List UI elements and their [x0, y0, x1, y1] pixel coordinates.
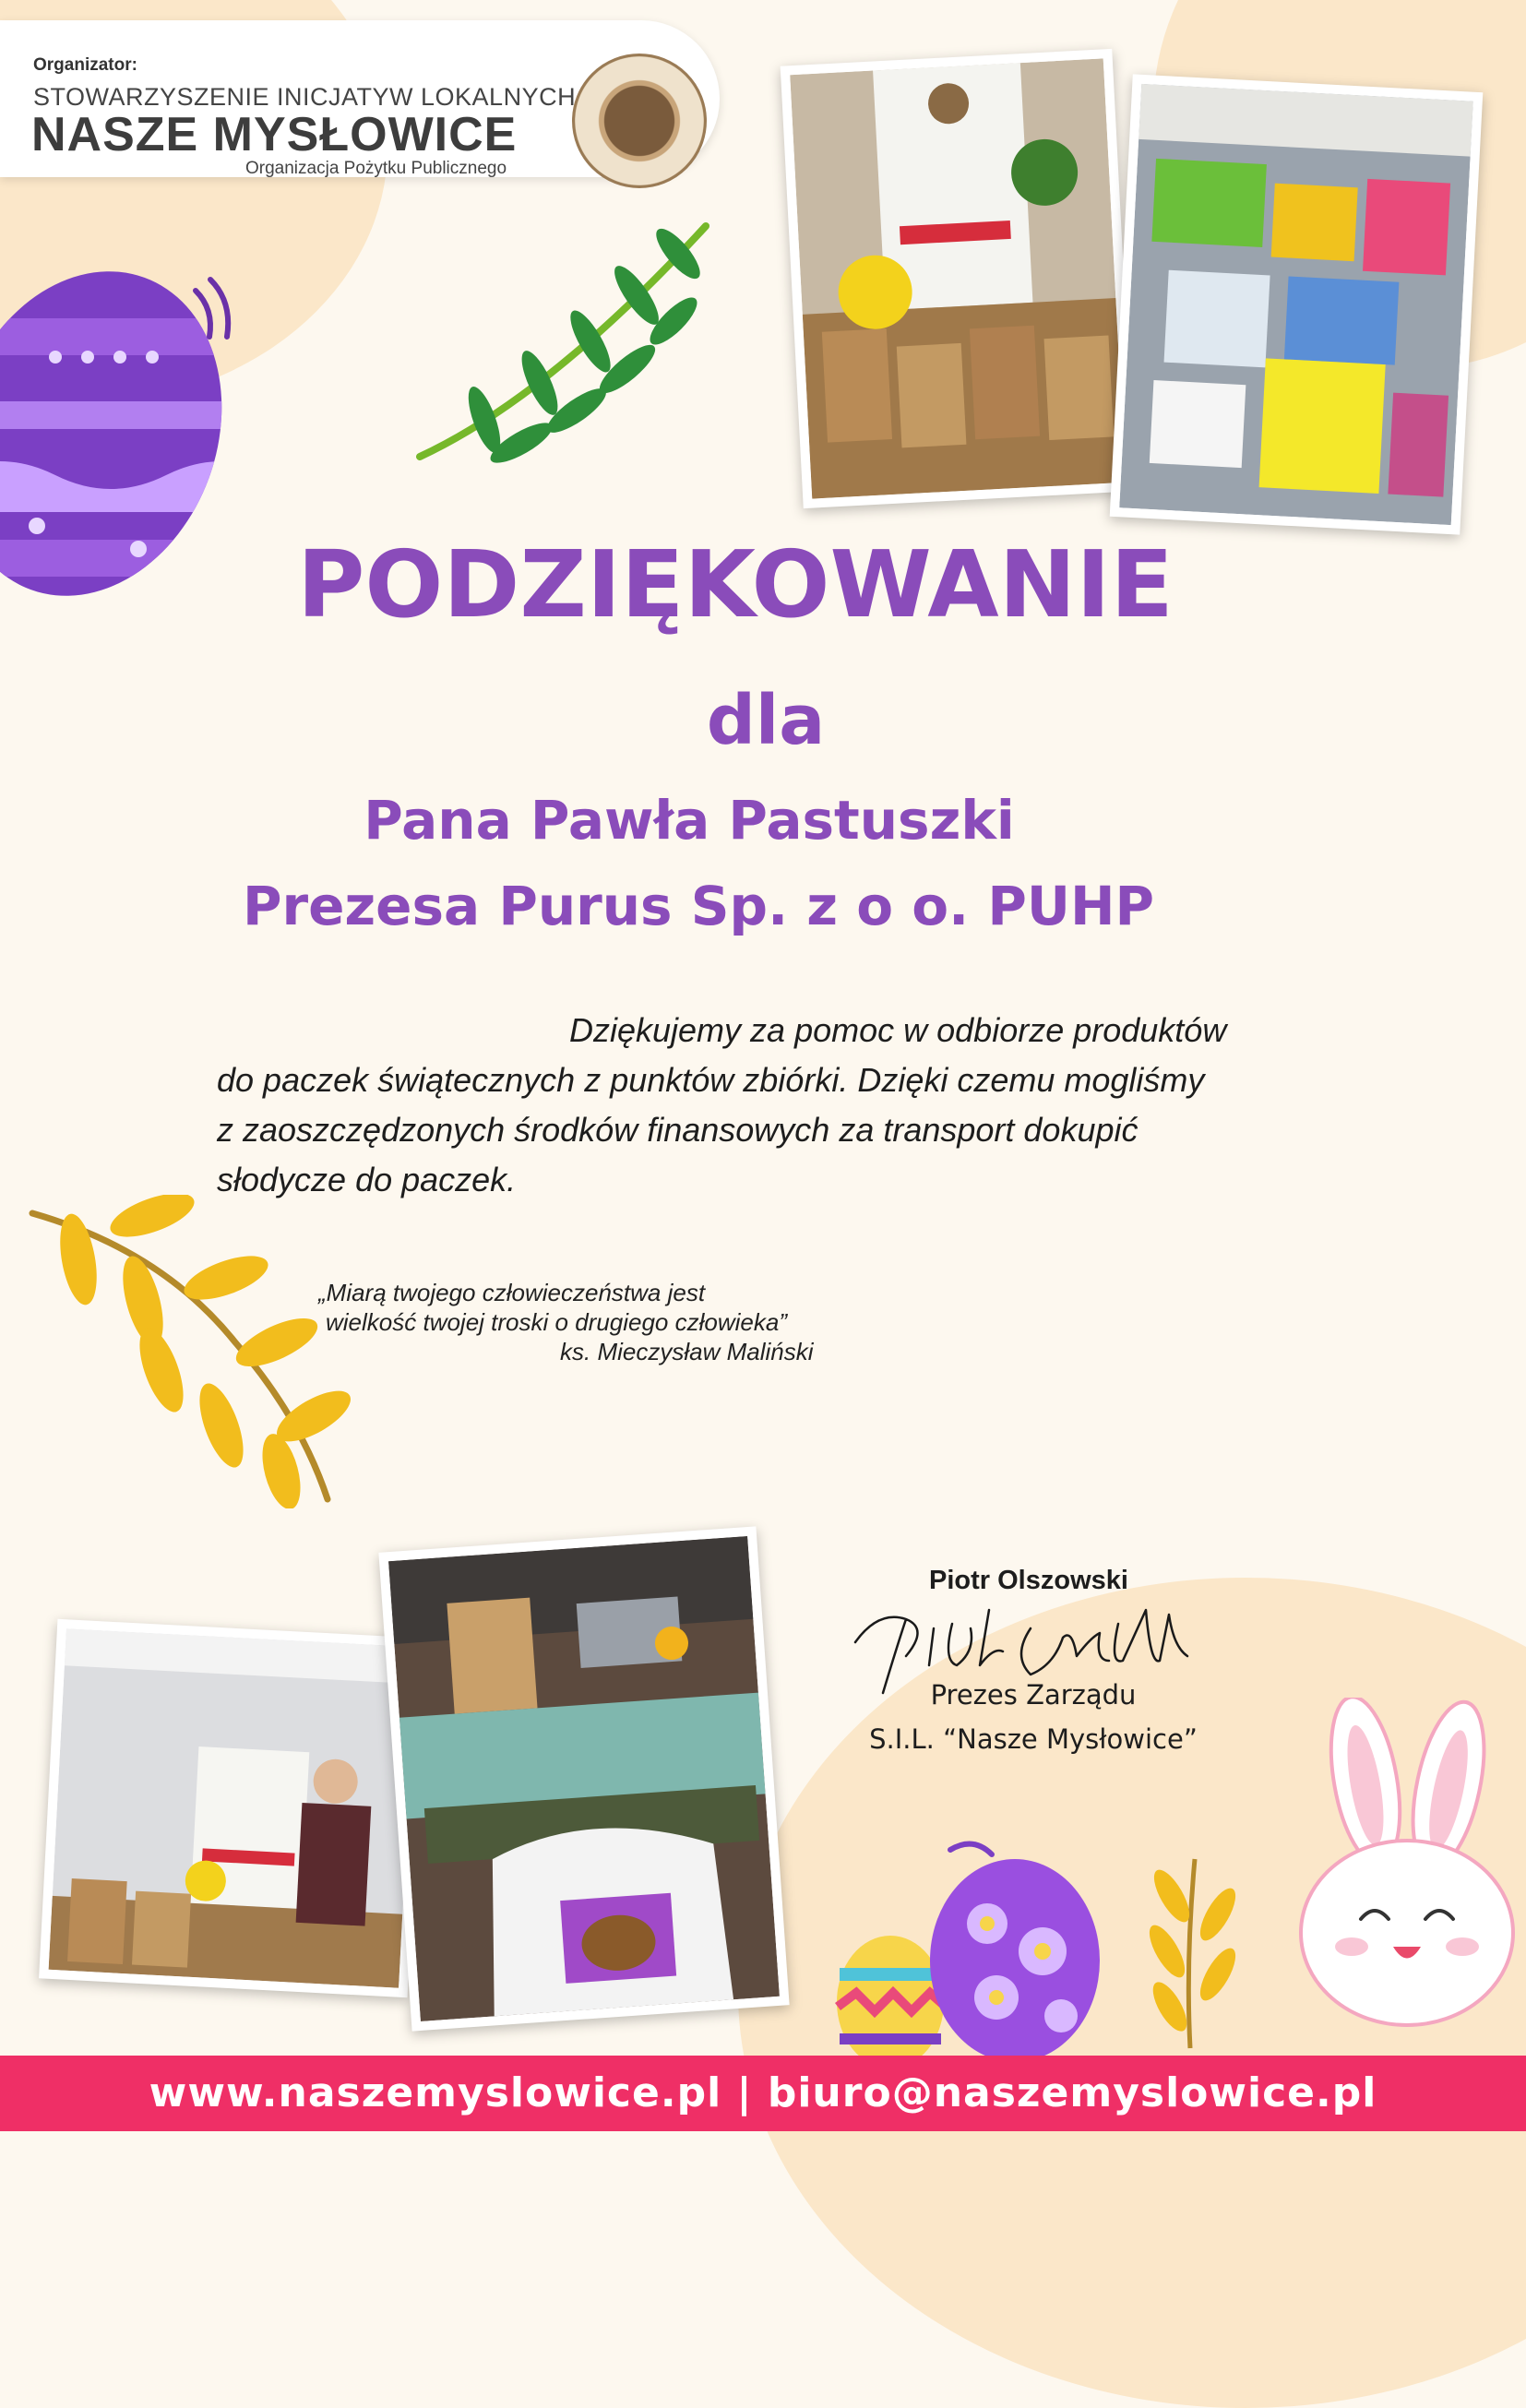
recipient-name: Pana Pawła Pastuszki — [364, 789, 1015, 852]
footer-contact: www.naszemyslowice.pl | biuro@naszemyslowice.pl — [149, 2069, 1377, 2116]
title-for: dla — [706, 681, 826, 760]
photo-gift-bags-banner — [781, 49, 1136, 508]
recipient-position: Prezesa Purus Sp. z o o. PUHP — [242, 875, 1155, 937]
signer-organization: S.I.L. “Nasze Mysłowice” — [869, 1723, 1198, 1755]
yellow-twig-icon — [1135, 1850, 1255, 2053]
photo-products-table — [378, 1526, 789, 2031]
body-line-2: do paczek świątecznych z punktów zbiórki. Dzięki czemu mogliśmy — [217, 1061, 1205, 1099]
thank-you-text — [217, 1006, 1398, 1205]
bunny-icon — [1278, 1698, 1526, 2057]
org-name: NASZE MYSŁOWICE — [31, 108, 518, 161]
page-title: PODZIĘKOWANIE — [297, 530, 1174, 638]
quote-line-2: wielkość twojej troski o drugiego człowieka” — [326, 1308, 787, 1336]
organizer-badge — [0, 20, 720, 177]
body-line-4: słodycze do paczek. — [217, 1161, 517, 1198]
signer-role: Prezes Zarządu — [930, 1679, 1137, 1711]
quote — [318, 1278, 890, 1366]
body-line-1: Dziękujemy za pomoc w odbiorze produktów — [569, 1011, 1227, 1049]
green-branch-icon — [411, 212, 724, 471]
yellow-branch-icon — [23, 1195, 355, 1508]
quote-author: ks. Mieczysław Maliński — [560, 1338, 814, 1365]
photo-man-with-bags — [39, 1619, 426, 1997]
footer-contact-bar — [0, 2056, 1526, 2131]
organizer-label: Organizator: — [33, 55, 137, 75]
signer-name: Piotr Olszowski — [929, 1566, 1128, 1595]
body-line-3: z zaoszczędzonych środków finansowych za transport dokupić — [217, 1111, 1139, 1149]
org-subtitle: Organizacja Pożytku Publicznego — [245, 159, 507, 178]
org-seal-icon — [572, 54, 707, 188]
org-line1: STOWARZYSZENIE INICJATYW LOKALNYCH — [33, 83, 577, 111]
photo-packages-pile — [1110, 74, 1484, 534]
purple-flower-egg-icon — [923, 1831, 1107, 2062]
quote-line-1: „Miarą twojego człowieczeństwa jest — [318, 1279, 706, 1306]
